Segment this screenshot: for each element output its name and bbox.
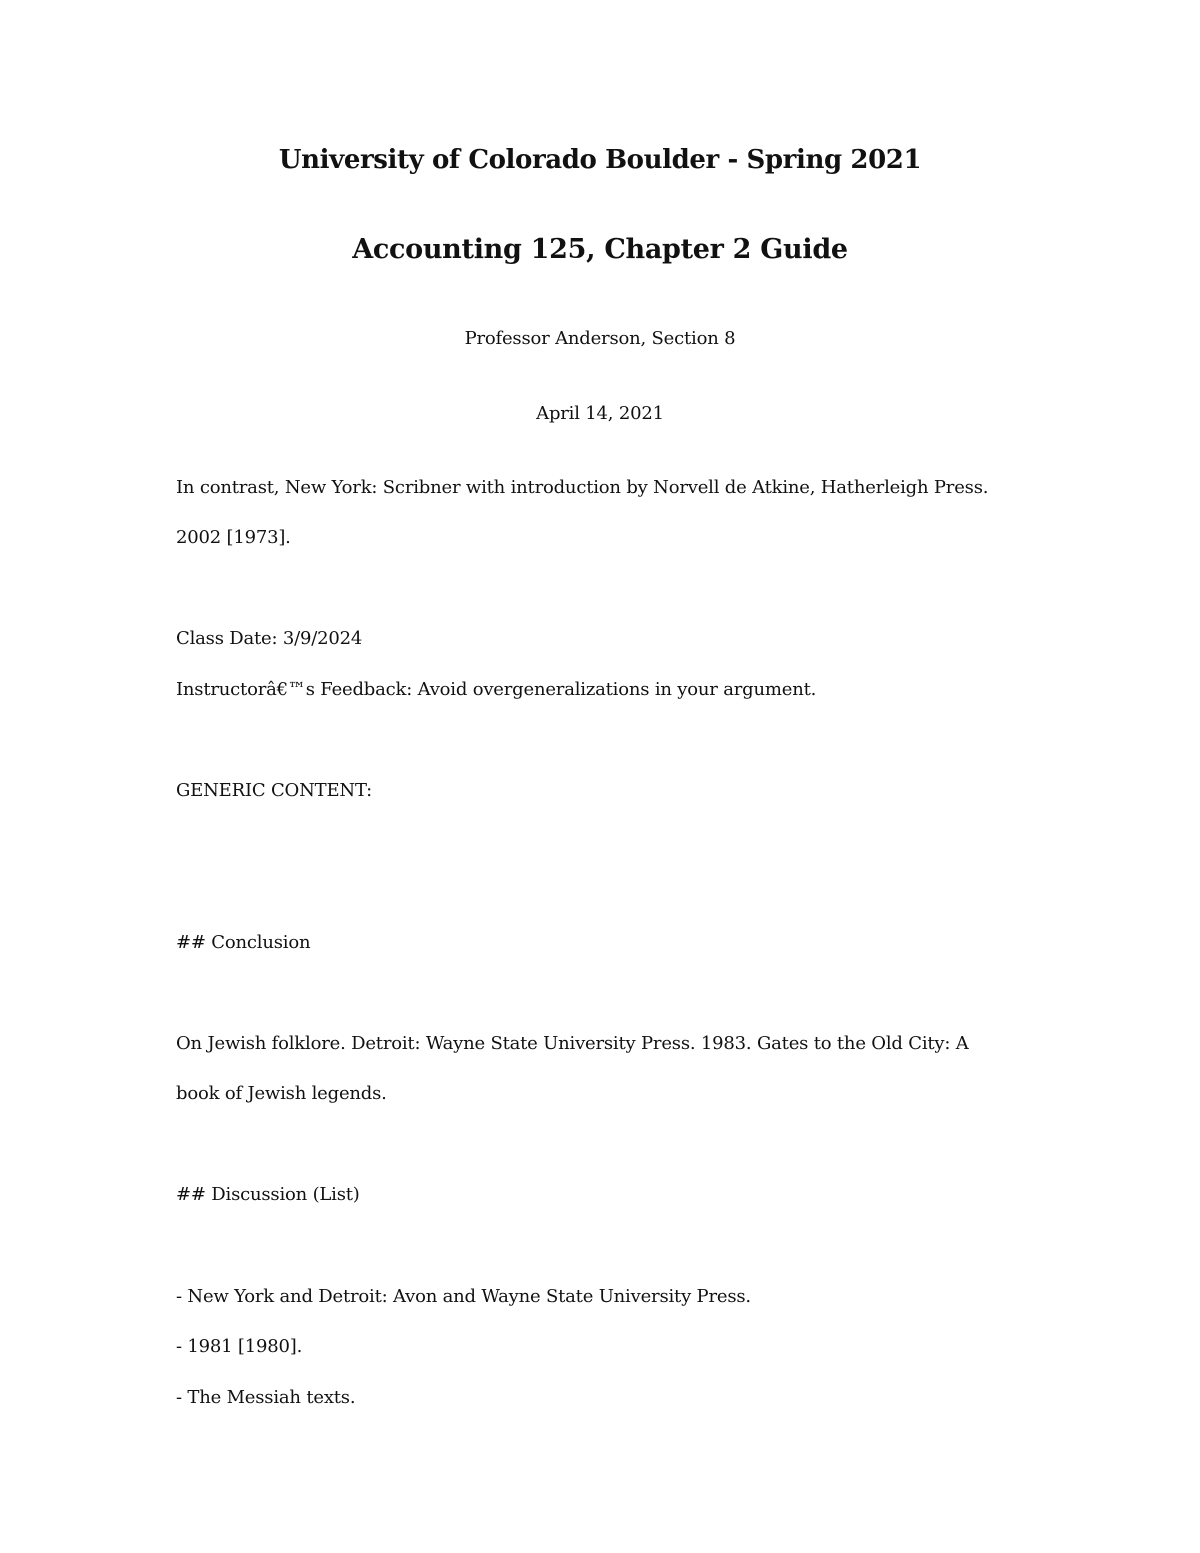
generic-content-label: GENERIC CONTENT: <box>176 780 372 801</box>
conclusion-line-1: On Jewish folklore. Detroit: Wayne State University Press. 1983. Gates to the Old City: A <box>176 1033 969 1054</box>
list-item: - The Messiah texts. <box>176 1387 356 1408</box>
instructor-feedback: Instructorâ€™s Feedback: Avoid overgeneralizations in your argument. <box>176 679 817 700</box>
university-heading: University of Colorado Boulder - Spring 2021 <box>278 145 922 175</box>
class-date: Class Date: 3/9/2024 <box>176 628 363 649</box>
conclusion-heading: ## Conclusion <box>176 932 311 953</box>
list-item: - 1981 [1980]. <box>176 1336 303 1357</box>
intro-line-2: 2002 [1973]. <box>176 527 291 548</box>
course-title: Accounting 125, Chapter 2 Guide <box>352 234 848 265</box>
document-date: April 14, 2021 <box>536 403 664 424</box>
list-item: - New York and Detroit: Avon and Wayne State University Press. <box>176 1286 751 1307</box>
instructor-section: Professor Anderson, Section 8 <box>464 328 736 349</box>
intro-line-1: In contrast, New York: Scribner with introduction by Norvell de Atkine, Hatherleigh Press. <box>176 477 989 498</box>
discussion-heading: ## Discussion (List) <box>176 1184 360 1205</box>
conclusion-line-2: book of Jewish legends. <box>176 1083 387 1104</box>
